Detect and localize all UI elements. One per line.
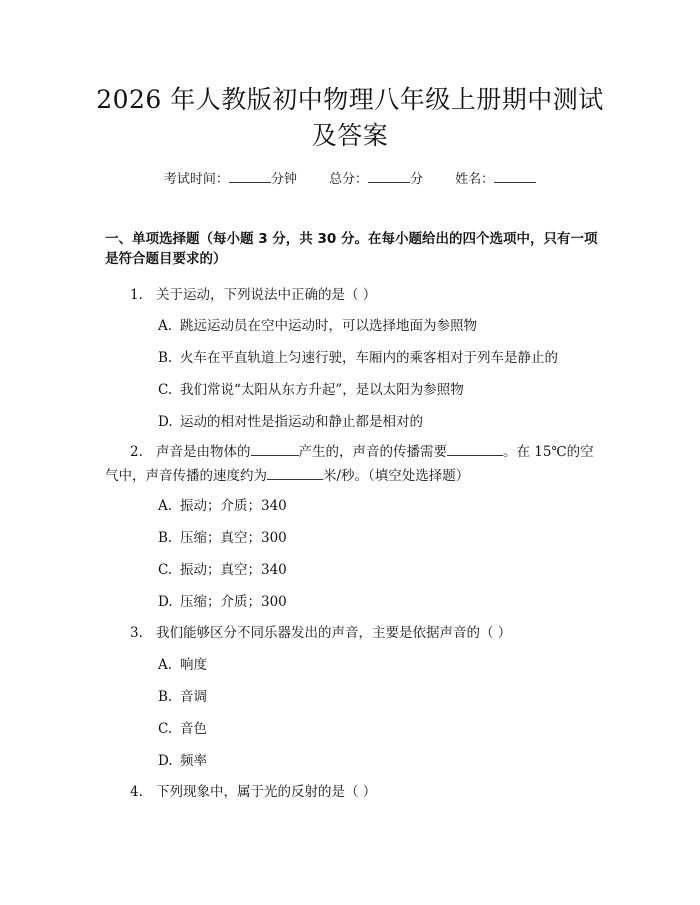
- option-letter: A.: [158, 498, 173, 514]
- question-stem-part-a: 声音是由物体的: [156, 444, 251, 460]
- question-2: [105, 440, 600, 488]
- meta-time: [164, 172, 297, 187]
- question-1: [130, 283, 376, 303]
- question-3-option-d: [158, 749, 207, 769]
- score-blank: [368, 170, 410, 183]
- time-unit: 分钟: [270, 172, 297, 187]
- name-blank: [494, 170, 536, 183]
- question-2-option-c: [158, 558, 287, 578]
- question-stem-part-b: 产生的，声音的传播需要: [298, 444, 447, 460]
- question-3-option-b: [158, 685, 207, 705]
- option-letter: B.: [158, 689, 173, 705]
- fill-blank-3: [267, 467, 323, 480]
- question-1-option-a: [158, 314, 477, 334]
- meta-name: [455, 172, 536, 187]
- question-4: [130, 780, 376, 800]
- name-label: 姓名：: [455, 172, 495, 187]
- option-text: 频率: [180, 753, 207, 769]
- option-text: 音调: [180, 689, 207, 705]
- question-stem: 我们能够区分不同乐器发出的声音，主要是依据声音的（ ）: [156, 625, 512, 641]
- question-stem-part-c: 。在 15℃的空气中，声音传播的速度约为: [105, 444, 594, 484]
- option-text: 火车在平直轨道上匀速行驶，车厢内的乘客相对于列车是静止的: [180, 350, 558, 366]
- title-line-2: 及答案: [311, 121, 389, 150]
- option-text: 振动；介质；340: [180, 498, 287, 514]
- option-letter: B.: [158, 530, 173, 546]
- option-text: 响度: [180, 657, 207, 673]
- meta-score: [329, 172, 423, 187]
- section-1-heading: 一、单项选择题（每小题 3 分，共 30 分。在每小题给出的四个选项中，只有一项是符合题目要求的）: [105, 231, 598, 267]
- option-text: 压缩；介质；300: [180, 594, 287, 610]
- question-3-option-a: [158, 653, 207, 673]
- option-letter: A.: [158, 318, 173, 334]
- question-2-option-b: [158, 526, 287, 546]
- exam-meta: [0, 168, 700, 187]
- option-letter: D.: [158, 414, 173, 430]
- option-text: 振动；真空；340: [180, 562, 287, 578]
- question-number: 3.: [130, 625, 143, 641]
- question-3: [130, 621, 511, 641]
- option-text: 我们常说“太阳从东方升起”，是以太阳为参照物: [180, 382, 464, 398]
- option-letter: C.: [158, 721, 173, 737]
- option-text: 运动的相对性是指运动和静止都是相对的: [180, 414, 423, 430]
- question-3-option-c: [158, 717, 207, 737]
- question-stem: 关于运动，下列说法中正确的是（ ）: [156, 287, 377, 303]
- question-stem: 下列现象中，属于光的反射的是（ ）: [156, 784, 377, 800]
- time-blank: [229, 170, 271, 183]
- option-text: 音色: [180, 721, 207, 737]
- score-unit: 分: [410, 172, 424, 187]
- question-number: 4.: [130, 784, 143, 800]
- question-1-option-d: [158, 410, 423, 430]
- option-letter: C.: [158, 562, 173, 578]
- option-text: 跳远运动员在空中运动时，可以选择地面为参照物: [180, 318, 477, 334]
- option-letter: B.: [158, 350, 173, 366]
- question-stem-part-d: 米/秒。（填空处选择题）: [323, 468, 470, 484]
- option-letter: C.: [158, 382, 173, 398]
- option-text: 压缩；真空；300: [180, 530, 287, 546]
- fill-blank-2: [447, 443, 503, 456]
- title-line-1: 2026 年人教版初中物理八年级上册期中测试: [96, 85, 604, 114]
- question-1-option-b: [158, 346, 558, 366]
- question-2-option-d: [158, 590, 287, 610]
- question-number: 1.: [130, 287, 143, 303]
- page-title: [60, 82, 640, 154]
- option-letter: D.: [158, 753, 173, 769]
- question-1-option-c: [158, 378, 464, 398]
- time-label: 考试时间：: [163, 172, 229, 187]
- question-number: 2.: [130, 444, 143, 460]
- option-letter: A.: [158, 657, 173, 673]
- fill-blank-1: [251, 443, 299, 456]
- option-letter: D.: [158, 594, 173, 610]
- question-2-option-a: [158, 494, 287, 514]
- score-label: 总分：: [328, 172, 368, 187]
